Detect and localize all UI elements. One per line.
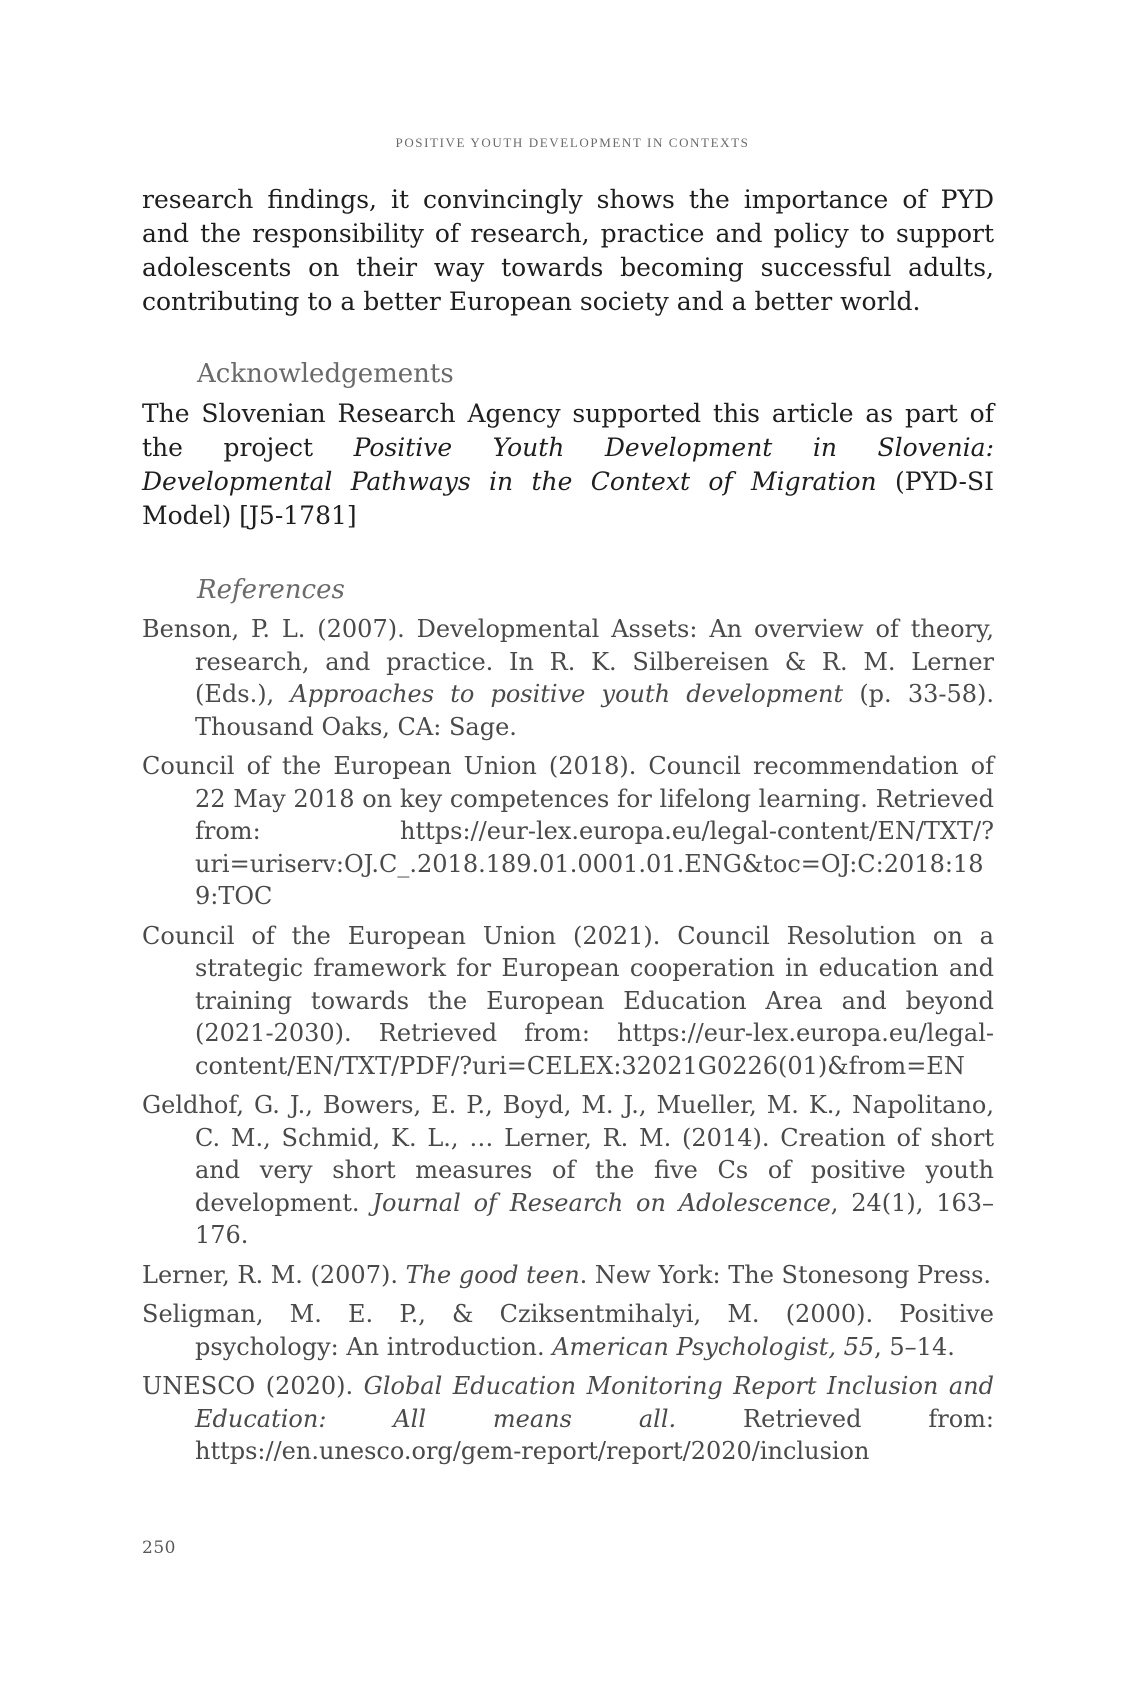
reference-entry [142, 1298, 994, 1363]
running-head: POSITIVE YOUTH DEVELOPMENT IN CONTEXTS [395, 135, 750, 150]
reference-text-after: , 5–14. [874, 1332, 955, 1361]
page-content [142, 183, 994, 1475]
ack-project-title: Positive Youth Development in Slovenia: Developmental Pathways in the Context of Migration [142, 433, 994, 496]
intro-paragraph: research findings, it convincingly shows the importance of PYD and the responsibility of research, practice and policy to support adolescents on their way towards becoming successful adults, contributing to a better European society and a better world. [142, 185, 994, 316]
ack-text-before: The Slovenian Research Agency supported this article as part of the project [142, 399, 994, 462]
reference-text: Council of the European Union (2018). Council recommendation of 22 May 2018 on key competences for lifelong learning. Retrieved from: https://eur-lex.europa.eu/legal-content/EN/TXT/?uri=uriserv:OJ.C_.2018.189.01.0001.01.ENG&toc=OJ:C:2018:189:TOC [142, 752, 994, 910]
reference-text: Lerner, R. M. (2007). [142, 1260, 406, 1289]
reference-entry [142, 613, 994, 743]
acknowledgements-heading: Acknowledgements [197, 359, 454, 389]
reference-italic: Journal of Research on Adolescence [372, 1188, 831, 1217]
reference-entry [142, 1370, 994, 1468]
page-number: 250 [142, 1538, 176, 1558]
reference-text-after: . New York: The Stonesong Press. [579, 1260, 992, 1289]
reference-list [142, 613, 994, 1468]
reference-entry [142, 1259, 994, 1292]
reference-italic: Global Education Monitoring Report Inclusion and Education: All means all. [195, 1372, 994, 1433]
reference-entry [142, 1089, 994, 1252]
reference-entry [142, 750, 994, 913]
ack-text-after: (PYD-SI Model) [J5-1781] [142, 467, 994, 530]
reference-text: Council of the European Union (2021). Council Resolution on a strategic framework for European cooperation in education and training towards the European Education Area and beyond (2021-2030). Retrieved from: https://eur-lex.europa.eu/legal-content/EN/TXT/PDF/?uri=CELEX:32021G0226(01)&from=EN [142, 921, 994, 1080]
reference-text: Benson, P. L. (2007). Developmental Assets: An overview of theory, research, and practice. In R. K. Silbereisen & R. M. Lerner (Eds.), [142, 615, 994, 708]
reference-text: Geldhof, G. J., Bowers, E. P., Boyd, M. J., Mueller, M. K., Napolitano, C. M., Schmid, K. L., … Lerner, R. M. (2014). Creation of short and very short measures of the five Cs of positive youth development. [142, 1091, 994, 1217]
reference-text-after: , 24(1), 163–176. [195, 1188, 995, 1249]
reference-italic: Approaches to positive youth development [290, 680, 844, 708]
reference-text-after: Retrieved from: https://en.unesco.org/gem-report/report/2020/inclusion [195, 1404, 994, 1465]
reference-entry [142, 920, 994, 1083]
reference-text-after: (p. 33-58). Thousand Oaks, CA: Sage. [195, 680, 995, 741]
acknowledgements-paragraph [142, 397, 994, 533]
reference-text: Seligman, M. E. P., & Cziksentmihalyi, M. (2000). Positive psychology: An introduction. [142, 1300, 994, 1361]
references-heading: References [197, 575, 345, 605]
reference-italic: American Psychologist, 55 [552, 1332, 875, 1361]
reference-italic: The good teen [405, 1260, 580, 1289]
reference-text: UNESCO (2020). [142, 1372, 364, 1400]
